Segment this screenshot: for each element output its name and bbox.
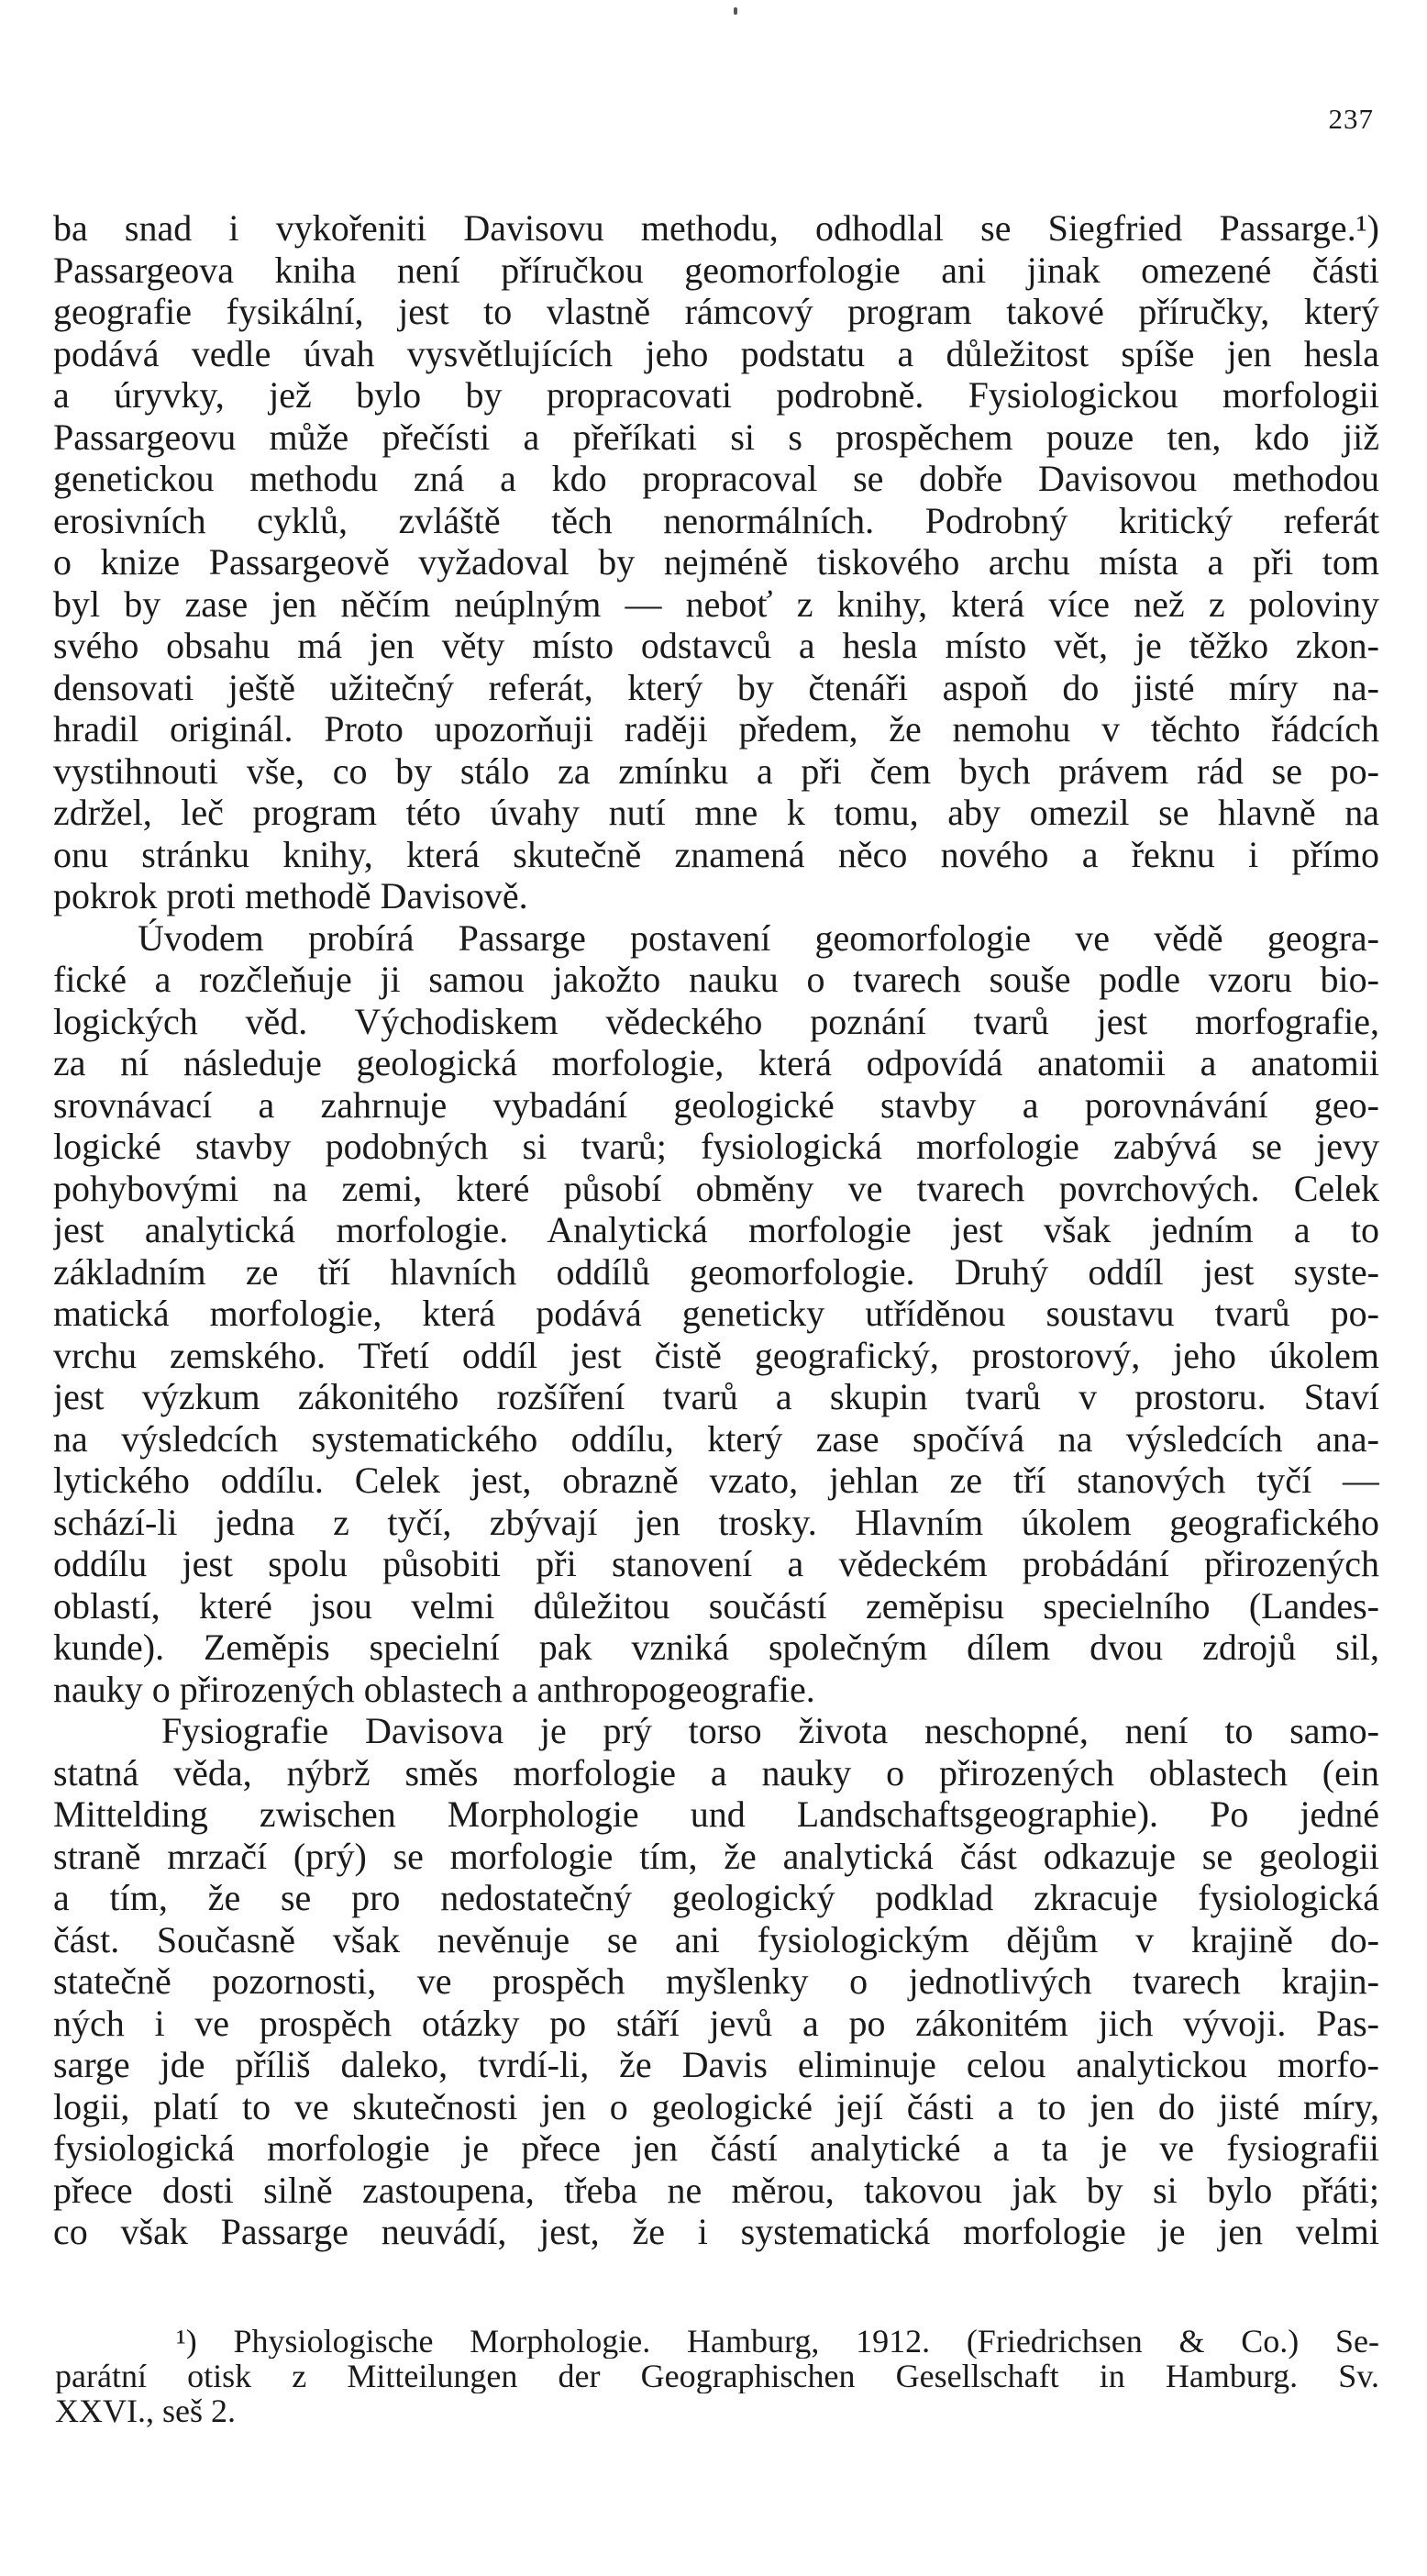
text-line: svého obsahu má jen věty místo odstavců a hesla místo vět, je těžko zkon- [53,625,1379,666]
text-line: jest výzkum zákonitého rozšíření tvarů a skupin tvarů v prostoru. Staví [53,1376,1379,1417]
footnote-line: parátní otisk z Mitteilungen der Geographischen Gesellschaft in Hamburg. Sv. [55,2359,1379,2393]
text-line: základním ze tří hlavních oddílů geomorfologie. Druhý oddíl jest syste- [53,1250,1379,1293]
text-line: ných i ve prospěch otázky po stáří jevů a po zákonitém jich vývoji. Pas- [53,2002,1379,2044]
footnote-line: ¹) Physiologische Morphologie. Hamburg, 1912. (Friedrichsen & Co.) Se- [176,2324,1379,2359]
text-line: a úryvky, jež bylo by propracovati podrobně. Fysiologickou morfologii [53,374,1379,416]
text-line: část. Současně však nevěnuje se ani fysiologickým dějům v krajině do- [53,1918,1379,1960]
paragraph-3 [53,1710,1379,2253]
text-line: schází-li jedna z tyčí, zbývají jen trosky. Hlavním úkolem geografického [53,1501,1379,1543]
text-line: erosivních cyklů, zvláště těch nenormálních. Podrobný kritický referát [53,499,1379,541]
text-line: fysiologická morfologie je přece jen částí analytické a ta je ve fysiografii [53,2127,1379,2169]
text-line: statečně pozornosti, ve prospěch myšlenky o jednotlivých tvarech krajin- [53,1960,1379,2002]
text-line: a tím, že se pro nedostatečný geologický podklad zkracuje fysiologická [53,1877,1379,1918]
text-line: jest analytická morfologie. Analytická morfologie jest však jedním a to [53,1209,1379,1250]
text-line: byl by zase jen něčím neúplným — neboť z knihy, která více než z poloviny [53,583,1379,625]
text-line: logické stavby podobných si tvarů; fysiologická morfologie zabývá se jevy [53,1126,1379,1167]
text-line: zdržel, leč program této úvahy nutí mne k tomu, aby omezil se hlavně na [53,792,1379,833]
text-line: o knize Passargeově vyžadoval by nejméně tiskového archu místa a při tom [53,541,1379,583]
text-line: logii, platí to ve skutečnosti jen o geologické její části a to jen do jisté míry, [53,2085,1379,2127]
text-line: onu stránku knihy, která skutečně znamená něco nového a řeknu i přímo [53,833,1379,875]
text-line: straně mrzačí (prý) se morfologie tím, že analytická část odkazuje se geologii [53,1835,1379,1877]
text-line: oblastí, které jsou velmi důležitou součástí zeměpisu specielního (Landes- [53,1584,1379,1627]
text-line: přece dosti silně zastoupena, třeba ne měrou, takovou jak by si bylo přáti; [53,2169,1379,2211]
print-speck [734,7,737,15]
text-line: logických věd. Východiskem vědeckého poznání tvarů jest morfografie, [53,1000,1379,1042]
text-line: genetickou methodu zná a kdo propracoval se dobře Davisovou methodou [53,458,1379,499]
text-line: lytického oddílu. Celek jest, obrazně vzato, jehlan ze tří stanových tyčí — [53,1460,1379,1501]
body-text [53,207,1379,2253]
text-line: srovnávací a zahrnuje vybadání geologické stavby a porovnávání geo- [53,1083,1379,1126]
text-line: ba snad i vykořeniti Davisovu methodu, odhodlal se Siegfried Passarge.¹) [53,207,1379,249]
text-line: densovati ještě užitečný referát, který by čtenáři aspoň do jisté míry na- [53,666,1379,708]
footnote [55,2324,1379,2428]
text-line: Passargeova kniha není příručkou geomorfologie ani jinak omezené části [53,249,1379,291]
text-line: oddílu jest spolu působiti při stanovení a vědeckém probádání přirozených [53,1543,1379,1584]
text-line: podává vedle úvah vysvětlujících jeho podstatu a důležitost spíše jen hesla [53,332,1379,374]
text-line: na výsledcích systematického oddílu, který zase spočívá na výsledcích ana- [53,1417,1379,1460]
text-line: vrchu zemského. Třetí oddíl jest čistě geografický, prostorový, jeho úkolem [53,1334,1379,1376]
text-line: Mittelding zwischen Morphologie und Landschaftsgeographie). Po jedné [53,1793,1379,1835]
page-number: 237 [1328,103,1374,135]
text-line: Passargeovu může přečísti a přeříkati si s prospěchem pouze ten, kdo již [53,416,1379,458]
text-line: statná věda, nýbrž směs morfologie a nauky o přirozených oblastech (ein [53,1751,1379,1793]
text-line: co však Passarge neuvádí, jest, že i systematická morfologie je jen velmi [53,2211,1379,2252]
text-line: pokrok proti methodě Davisově. [53,875,528,916]
text-line: kunde). Zeměpis specielní pak vzniká společným dílem dvou zdrojů sil, [53,1627,1379,1668]
paragraph-1 [53,207,1379,917]
text-line: vystihnouti vše, co by stálo za zmínku a při čem bych právem rád se po- [53,749,1379,792]
footnote-line: XXVI., seš 2. [55,2393,236,2428]
text-line: sarge jde příliš daleko, tvrdí-li, že Davis eliminuje celou analytickou morfo- [53,2044,1379,2085]
text-line: za ní následuje geologická morfologie, která odpovídá anatomii a anatomii [53,1042,1379,1083]
text-line: pohybovými na zemi, které působí obměny ve tvarech povrchových. Celek [53,1167,1379,1209]
text-line: Fysiografie Davisova je prý torso života neschopné, není to samo- [161,1710,1379,1751]
paragraph-2 [53,917,1379,1711]
text-line: fické a rozčleňuje ji samou jakožto nauku o tvarech souše podle vzoru bio- [53,959,1379,1000]
text-line: Úvodem probírá Passarge postavení geomorfologie ve vědě geogra- [138,916,1379,959]
text-line: nauky o přirozených oblastech a anthropogeografie. [53,1668,815,1710]
text-line: hradil originál. Proto upozorňuji raději předem, že nemohu v těchto řádcích [53,708,1379,749]
text-line: matická morfologie, která podává geneticky utříděnou soustavu tvarů po- [53,1293,1379,1334]
text-line: geografie fysikální, jest to vlastně rámcový program takové příručky, který [53,291,1379,332]
